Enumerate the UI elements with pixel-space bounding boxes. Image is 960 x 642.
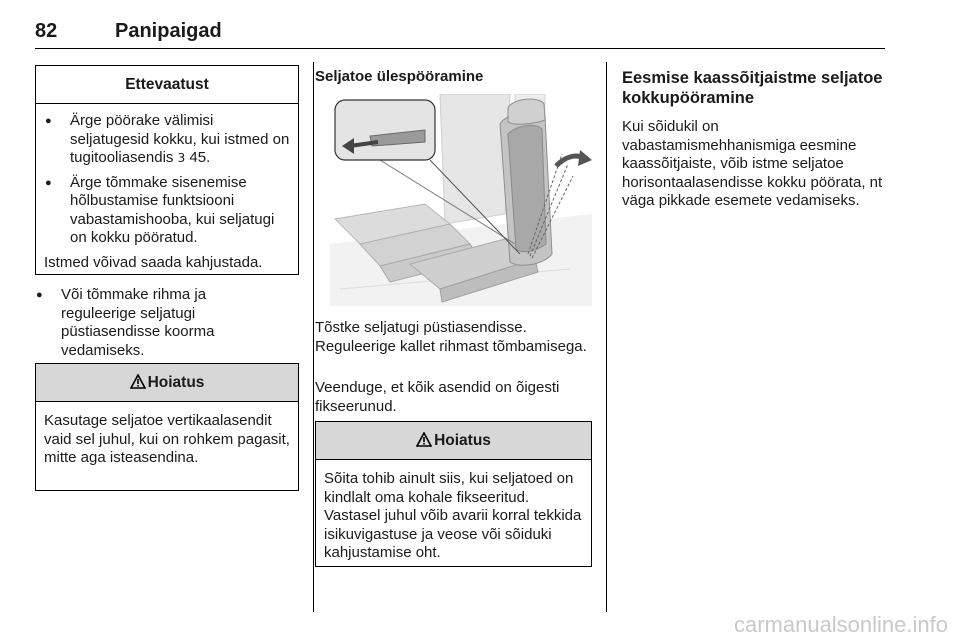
warning-header-2 [316, 422, 591, 460]
page-header [35, 14, 885, 49]
warning-triangle-icon [416, 432, 432, 447]
bullet-list [35, 286, 285, 366]
caution-item-2: ● Ärge tõmmake sisenemise hõlbustamise funktsiooni vabastamishooba, kui seljatugi on kokku pööratud. [44, 174, 290, 248]
seat-illustration [330, 94, 592, 306]
warning-title-2: Hoiatus [434, 432, 491, 449]
warning-header-1 [36, 364, 298, 402]
warning-box-1 [35, 363, 299, 491]
section-heading-backrest: Seljatoe ülespööramine [315, 68, 484, 85]
page-ref-number: 45. [189, 149, 211, 166]
warning-text-1: Kasutage seljatoe vertikaalasendit vaid sel juhul, kui on rohkem pagasit, mitte aga isteasendina. [44, 412, 290, 466]
warning-triangle-icon [130, 374, 146, 389]
instruction-para-1: Tõstke seljatugi püstiasendisse. Reguleerige kallet rihmast tõmbamisega. [315, 319, 587, 355]
caution-item-1: ● Ärge pöörake välimisi seljatugesid kokku, kui istmed on tugitooliasendis 3 45. [44, 112, 290, 168]
warning-title-1: Hoiatus [147, 374, 205, 391]
watermark: carmanualsonline.info [733, 612, 948, 637]
instruction-para-2: Veenduge, et kõik asendid on õigesti fikseerunud. [315, 379, 560, 415]
column-divider-1 [313, 62, 314, 612]
warning-box-2 [315, 421, 592, 567]
caution-note: Istmed võivad saada kahjustada. [44, 253, 263, 271]
column-divider-2 [606, 62, 607, 612]
section-heading-front-seat: Eesmise kaassõitjaistme seljatoe kokkupööramine [622, 69, 883, 107]
warning-text-2: Sõita tohib ainult siis, kui seljatoed on kindlalt oma kohale fikseeritud. Vastasel juhul võib avarii korral tekkida isikuvigastuse ja veose või sõiduki kahjustamise oht. [324, 470, 582, 561]
front-seat-para: Kui sõidukil on vabastamismehhanismiga eesmine kaassõitjaiste, võib istme seljatoe horisontaalasendisse kokku pöörata, nt väga pikkade esemete vedamiseks. [622, 118, 883, 209]
caution-body [36, 104, 298, 278]
page-number: 82 [35, 20, 58, 42]
page-ref-icon: 3 [177, 151, 186, 165]
caution-title: Ettevaatust [36, 66, 298, 104]
caution-box [35, 65, 299, 275]
bullet-item: ● Või tõmmake rihma ja reguleerige seljatugi püstiasendisse koorma vedamiseks. [35, 286, 285, 360]
page-title: Panipaigad [115, 20, 222, 42]
